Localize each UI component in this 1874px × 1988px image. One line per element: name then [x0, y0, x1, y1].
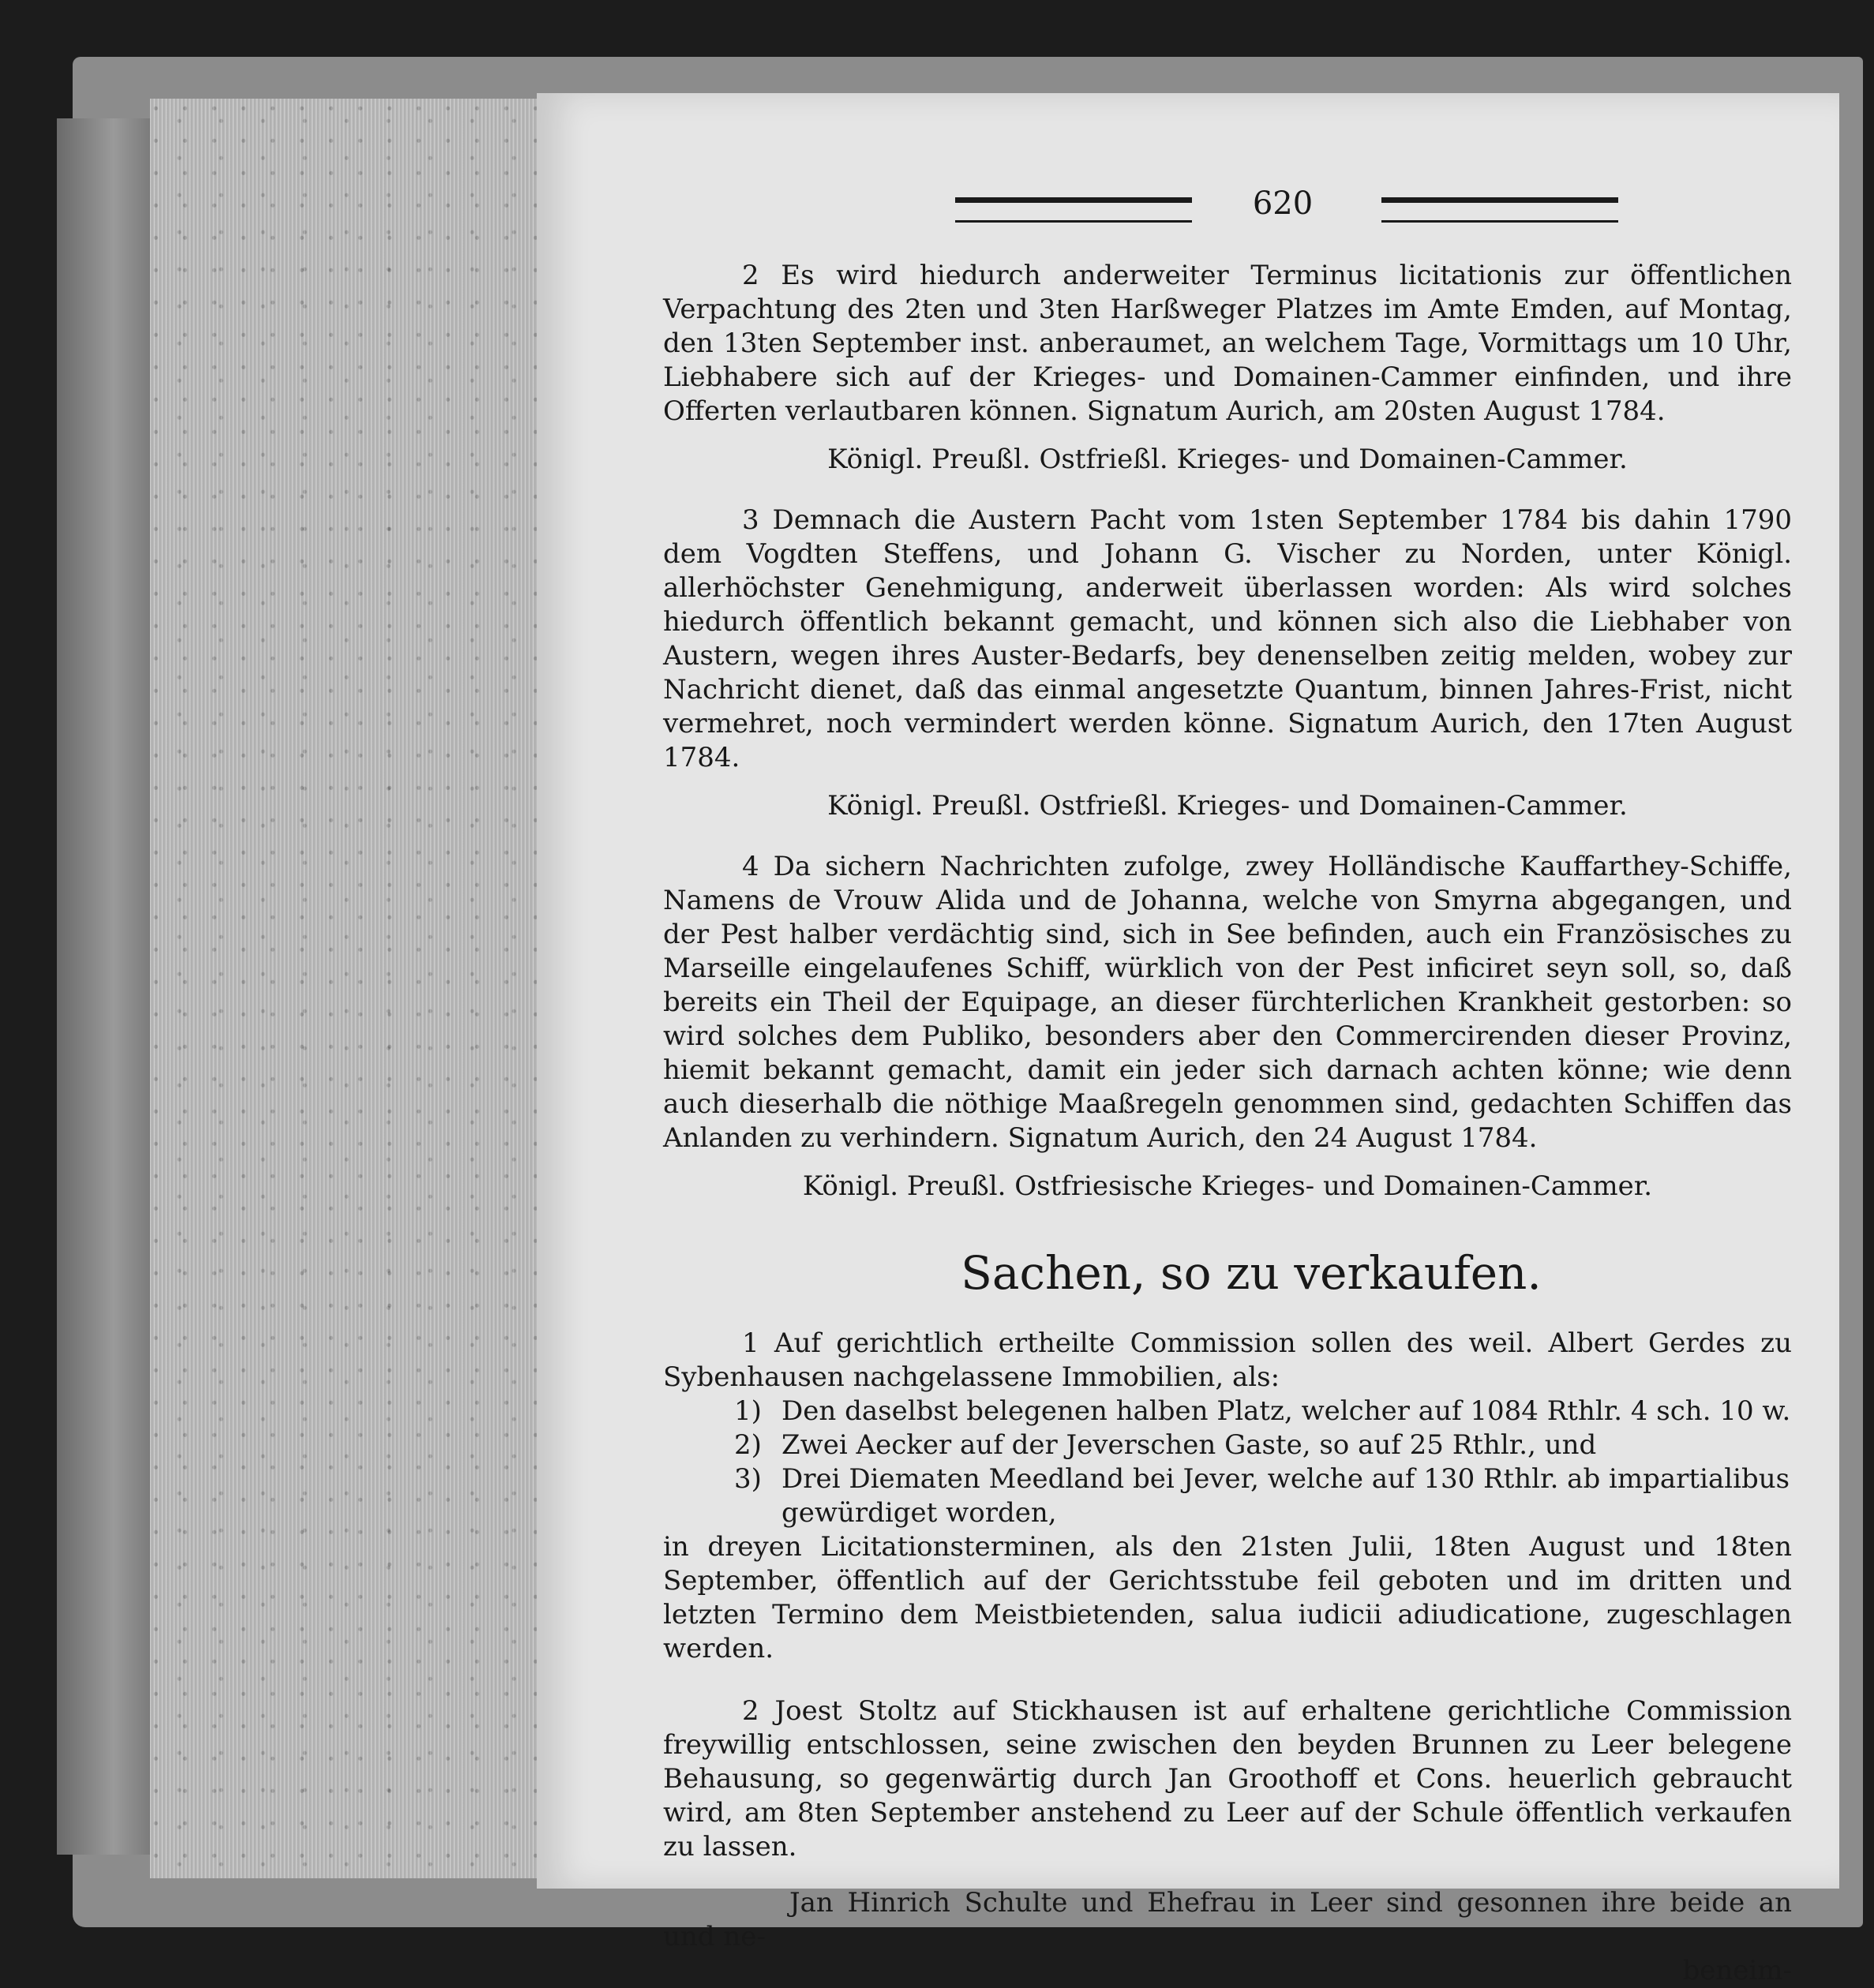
sale-1-item: 2) Zwei Aecker auf der Jeverschen Gaste, so auf 25 Rthlr., und: [734, 1429, 1597, 1461]
sale-1-items: [663, 1395, 1792, 1530]
sale-1-conclusion: in dreyen Licitationsterminen, als den 21sten Julii, 18ten August und 18ten September, öffentlich auf der Gerichtsstube feil geboten und im dritten und letzten Termino dem Meistbietenden, salua iudicii adiudicatione, zugeschlagen werden.: [663, 1531, 1792, 1664]
sale-1-item: 1) Den daselbst belegenen halben Platz, welcher auf 1084 Rthlr. 4 sch. 10 w.: [734, 1395, 1791, 1427]
sale-3-start: Jan Hinrich Schulte und Ehefrau in Leer sind gesonnen ihre beide an und ne-: [663, 1887, 1792, 1952]
catchword: beneim-: [1682, 1955, 1792, 1986]
header-rule-left: [955, 197, 1192, 223]
sale-1-intro: 1 Auf gerichtlich ertheilte Commission sollen des weil. Albert Gerdes zu Sybenhausen nachgelassene Immobilien, als:: [663, 1327, 1792, 1393]
sale-1-item: 3) Drei Diematen Meedland bei Jever, welche auf 130 Rthlr. ab impartialibus gewürdiget worden,: [734, 1463, 1790, 1529]
page-content: [663, 180, 1792, 1988]
page-header: [663, 180, 1792, 227]
notice-3-signature: Königl. Preußl. Ostfrießl. Krieges- und Domainen-Cammer.: [827, 790, 1628, 822]
section-heading: Sachen, so zu verkaufen.: [961, 1246, 1542, 1300]
book-spine: [57, 118, 152, 1855]
header-rule-right: [1381, 197, 1618, 223]
page-number: 620: [1252, 185, 1314, 222]
notice-4: 4 Da sichern Nachrichten zufolge, zwey Holländische Kauffarthey-Schiffe, Namens de Vrouw Alida und de Johanna, welche von Smyrna abgegangen, und der Pest halber verdächtig sind, sich in See befinden, auch ein Französisches zu Marseille eingelaufenes Schiff, würklich von der Pest inficiret seyn soll, so, daß bereits ein Theil der Equipage, an dieser fürchterlichen Krankheit gestorben: so wird solches dem Publiko, besonders aber den Commercirenden dieser Provinz, hiemit bekannt gemacht, damit ein jeder sich darnach achten könne; wie denn auch dieserhalb die nöthige Maaßregeln genommen sind, gedachten Schiffen das Anlanden zu verhindern. Signatum Aurich, den 24 August 1784.: [663, 851, 1792, 1154]
notice-4-signature: Königl. Preußl. Ostfriesische Krieges- und Domainen-Cammer.: [802, 1170, 1653, 1202]
notice-2: 2 Es wird hiedurch anderweiter Terminus licitationis zur öffentlichen Verpachtung des 2ten und 3ten Harßweger Platzes im Amte Emden, auf Montag, den 13ten September inst. anberaumet, an welchem Tage, Vormittags um 10 Uhr, Liebhabere sich auf der Krieges- und Domainen-Cammer einfinden, und ihre Offerten verlautbaren können. Signatum Aurich, am 20sten August 1784.: [663, 260, 1792, 427]
sale-2: 2 Joest Stoltz auf Stickhausen ist auf erhaltene gerichtliche Commission freywillig entschlossen, seine zwischen den beyden Brunnen zu Leer belegene Behausung, so gegenwärtig durch Jan Groothoff et Cons. heuerlich gebraucht wird, am 8ten September anstehend zu Leer auf der Schule öffentlich verkaufen zu lassen.: [663, 1695, 1792, 1863]
printed-page: [537, 93, 1839, 1986]
page-edges: [150, 99, 537, 1878]
notice-2-signature: Königl. Preußl. Ostfrießl. Krieges- und Domainen-Cammer.: [827, 444, 1628, 475]
notice-3: 3 Demnach die Austern Pacht vom 1sten September 1784 bis dahin 1790 dem Vogdten Steffens, und Johann G. Vischer zu Norden, unter Königl. allerhöchster Genehmigung, anderweit überlassen worden: Als wird solches hiedurch öffentlich bekannt gemacht, und können sich also die Liebhaber von Austern, wegen ihres Auster-Bedarfs, bey denenselben zeitig melden, wobey zur Nachricht dienet, daß das einmal angesetzte Quantum, binnen Jahres-Frist, nicht vermehret, noch vermindert werden könne. Signatum Aurich, den 17ten August 1784.: [663, 504, 1792, 773]
